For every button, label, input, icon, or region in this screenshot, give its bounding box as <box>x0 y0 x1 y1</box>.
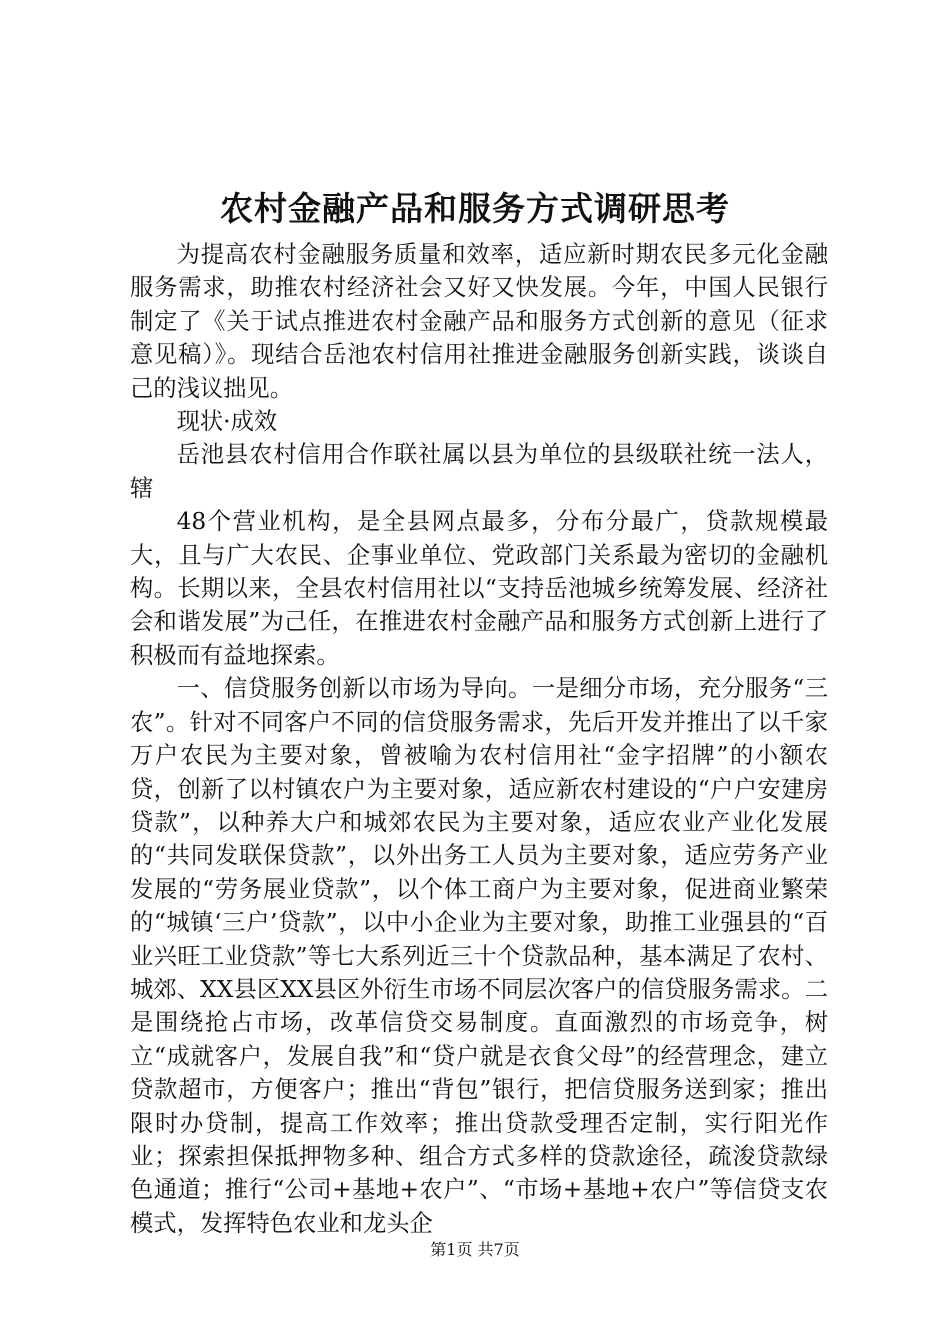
paragraph-credit-innovation: 一、信贷服务创新以市场为导向。一是细分市场，充分服务“三农”。针对不同客户不同的信贷服务需求，先后开发并推出了以千家万户农民为主要对象，曾被喻为农村信用社“金字招牌”的小额农贷，创新了以村镇农户为主要对象，适应新农村建设的“户户安建房贷款”，以种养大户和城郊农民为主要对象，适应农业产业化发展的“共同发联保贷款”，以外出务工人员为主要对象，适应劳务产业发展的“劳务展业贷款”，以个体工商户为主要对象，促进商业繁荣的“城镇‘三户’贷款”，以中小企业为主要对象，助推工业强县的“百业兴旺工业贷款”等七大系列近三十个贷款品种，基本满足了农村、城郊、XX县区XX县区外衍生市场不同层次客户的信贷服务需求。二是围绕抢占市场，改革信贷交易制度。直面激烈的市场竞争，树立“成就客户，发展自我”和“贷户就是衣食父母”的经营理念，建立贷款超市，方便客户；推出“背包”银行，把信贷服务送到家；推出限时办贷制，提高工作效率；推出贷款受理否定制，实行阳光作业；探索担保抵押物多种、组合方式多样的贷款途径，疏浚贷款绿色通道；推行“公司+基地+农户”、“市场+基地+农户”等信贷支农模式，发挥特色农业和龙头企 <box>130 675 828 1237</box>
paragraph-union-detail: 48个营业机构，是全县网点最多，分布分最广，贷款规模最大，且与广大农民、企事业单位、党政部门关系最为密切的金融机构。长期以来，全县农村信用社以“支持岳池城乡统筹发展、经济社会和谐发展”为己任，在推进农村金融产品和服务方式创新上进行了积极而有益地探索。 <box>130 508 828 669</box>
paragraph-heading-status: 现状·成效 <box>176 408 278 436</box>
page-title: 农村金融产品和服务方式调研思考 <box>220 189 730 228</box>
page-footer: 第1页 共7页 <box>430 1240 520 1259</box>
paragraph-intro: 为提高农村金融服务质量和效率，适应新时期农民多元化金融服务需求，助推农村经济社会又好又快发展。今年，中国人民银行制定了《关于试点推进农村金融产品和服务方式创新的意见（征求意见稿）》。现结合岳池农村信用社推进金融服务创新实践，谈谈自己的浅议拙见。 <box>130 241 828 402</box>
paragraph-union-intro: 岳池县农村信用合作联社属以县为单位的县级联社统一法人，辖 <box>130 441 828 502</box>
document-body <box>130 238 828 1240</box>
